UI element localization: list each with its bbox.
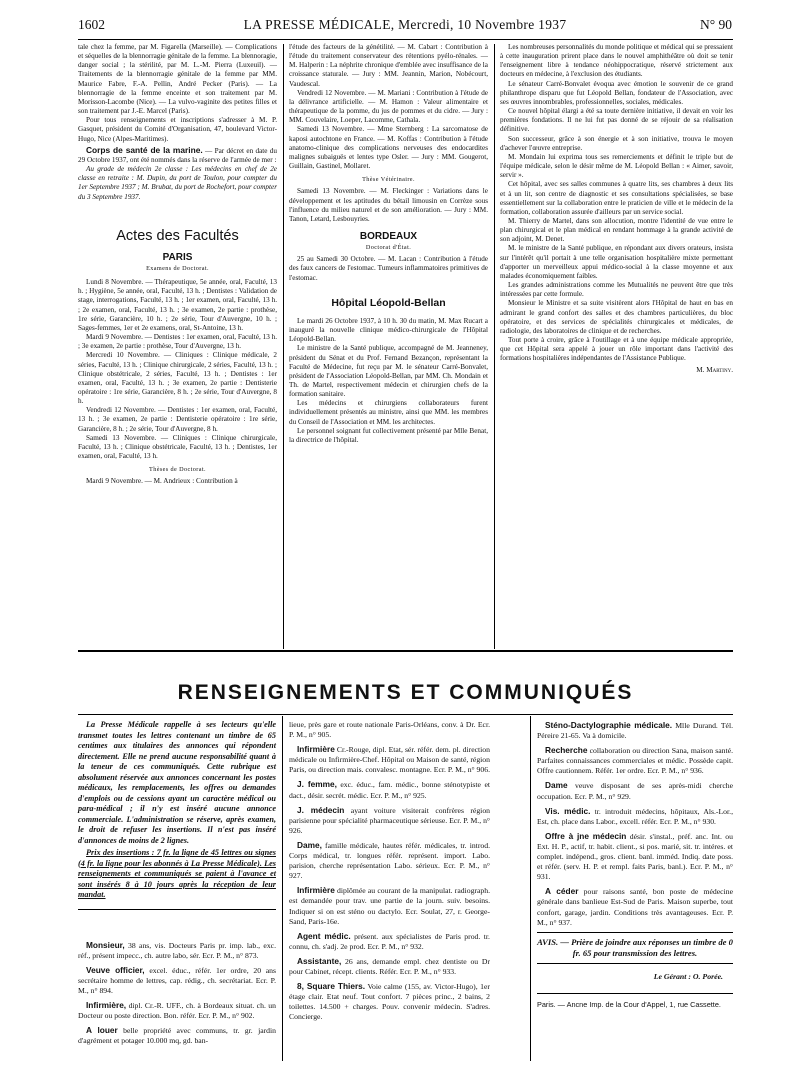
section-rule bbox=[78, 714, 733, 715]
notice-box bbox=[78, 720, 276, 901]
paragraph: M. Mondain lui exprima tous ses remerciements et définit le triple but de l'équipe médicale, selon le désir même de M. Léopold Bellan : « Aimer, savoir, servir ». bbox=[500, 152, 733, 180]
subheading-theses: Thèses de Doctorat. bbox=[149, 466, 206, 474]
column-divider bbox=[530, 716, 531, 1061]
imprint: Paris. — Ancne Imp. de la Cour d'Appel, 1, rue Cassette. bbox=[537, 999, 721, 1009]
avis-rule bbox=[537, 963, 733, 964]
ad-text: 38 ans, vis. Docteurs Paris pr. imp. lab., exc. réf., présent impecc., ch. autre labo, sér. Ecr. P. M., n° 873. bbox=[78, 940, 276, 960]
classified-ad bbox=[289, 744, 490, 775]
notice-paragraph: Prix des insertions : 7 fr. la ligne de 45 lettres ou signes (4 fr. la ligne pour les abonnés à La Presse Médicale). Les renseignements et communiqués se paient à l'avance et sont insérés 8 à 10 jours après la réception de leur mandat. bbox=[78, 848, 276, 899]
ad-keyword: Monsieur, bbox=[86, 939, 125, 950]
paragraph: Les médecins et chirurgiens collaborateurs furent individuellement présentés au ministre, ainsi que MM. les membres du Conseil de l'Association et MM. les architectes. bbox=[289, 399, 488, 426]
section-title-actes: Actes des Facultés bbox=[116, 227, 239, 244]
paragraph: Tout porte à croire, grâce à l'outillage et à une équipe médicale appropriée, que cet Hôpital sera appelé à jouer un rôle important dans l'activité des formations hospitalières indépendantes de l'Assistance Publique. bbox=[500, 336, 733, 363]
ads-list bbox=[78, 940, 276, 1047]
ads-column-3 bbox=[537, 720, 733, 1009]
paragraph: Vendredi 12 Novembre. — M. Mariani : Contribution à l'étude de la délivrance artificielle. — M. Hamon : Valeur alimentaire et thérapeutique de la pomme, du jus de pommes et du cidre. — Jury : MM. Couvelaire, Loeper, Lacomme, Cathala. bbox=[289, 88, 488, 125]
classified-ad bbox=[537, 886, 733, 927]
section-rule bbox=[78, 650, 733, 652]
paragraph: tale chez la femme, par M. Figarella (Marseille). — Complications et séquelles de la blennorragie génitale de la femme. La blennoragie, danger social ; la stérilité, par M. L.-M. Pierra (Luxeuil). — Traitements de la blennorragie génitale de la femme par MM. Maurice Fabre, F.-A. Pellin, André Pecker (Paris). — La blennorragie de la femme enceinte et son traitement par M. Morisson-Lacombe (Nice). — La vulvo-vaginite des petites filles et son traitement par J.-E. Marcel (Paris). bbox=[78, 43, 277, 116]
paragraph: Le sénateur Carré-Bonvalet évoqua avec émotion le souvenir de ce grand philanthrope disparu que fut Léopold Bellan, fondateur de l'Association, avec ses œuvres innombrables, professionnelles, sociales, médicales. bbox=[500, 79, 733, 106]
paragraph: Lundi 8 Novembre. — Thérapeutique, 5e année, oral, Faculté, 13 h. ; Hygiène, 5e année, oral, Faculté, 13 h. ; Dentistes : Validation de stage, interrogations, Faculté, 13 h. ; 1er examen, oral, Faculté, 13 h. ; 2e examen, oral, Faculté, 13 h. ; 3e examen, 2e partie : prothèse, 1re série, Garancière, 10 h. ; 2e série, Tour d'Auvergne, 10 h. ; Sages-femmes, 1er et 2e examens, oral, St-Antoine, 13 h. bbox=[78, 278, 277, 332]
paragraph: Monsieur le Ministre et sa suite visitèrent alors l'Hôpital de haut en bas en admirant le grand confort des salles et des chambres particulières, du bloc opératoire, et des services de spécialités chirurgicales et médicales, de radiologie, des laboratoires de clinique et de recherches. bbox=[500, 299, 733, 335]
column-divider bbox=[494, 44, 495, 649]
ad-text: collaboration ou direction Sana, maison santé. Parfaites connaissances commerciales et médic. Possède capit. Offre cautionnem. Référ. 1er ordre. Ecr. P. M., n° 936. bbox=[537, 746, 733, 776]
classified-ad bbox=[537, 745, 733, 776]
ad-text: pour raisons santé, bon poste de médecine générale dans banlieue Est-Sud de Paris. Maison superbe, tout confort, garage, jardin. Conditions très avantageuses. Ecr. P. M., n° 937. bbox=[537, 887, 733, 927]
column-divider bbox=[283, 44, 284, 649]
issue-number: N° 90 bbox=[699, 17, 732, 32]
header-rule bbox=[78, 39, 733, 40]
page-number: 1602 bbox=[78, 17, 105, 32]
ad-text: Cr.-Rouge, dipl. Etat, sér. référ. dem. pl. direction médicale ou Infirmière-Chef. Hôpital ou Maison de santé, région Paris, ou direction mais. convalesc. montagne. Ecr. P. M., n° 906. bbox=[289, 745, 490, 775]
paragraph: Cet hôpital, avec ses salles communes à quatre lits, ses chambres à deux lits et à un lit, son centre de diagnostic et ses consultations spécialisées, se base essentiellement sur la collaboration entre le praticien de ville et le médecin de la formation, collaboration assurée d'ailleurs par un service social. bbox=[500, 180, 733, 216]
ads-list bbox=[537, 720, 733, 928]
subsection-title-bordeaux: BORDEAUX bbox=[359, 230, 418, 242]
classified-ad bbox=[289, 805, 490, 836]
notice-paragraph: La Presse Médicale rappelle à ses lecteurs qu'elle transmet toutes les lettres contenant un timbre de 65 centimes aux titulaires des annonces qui répondent directement. Elle ne prend aucune responsabilité quant à la teneur de ces communiqués. Cette rubrique est absolument réservée aux annonces concernant les postes médicaux, les remplacements, les offres ou demandes d'emplois ou de cessions ayant un caractère médical ou para-médical ; il n'y est inséré aucune annonce commerciale. L'administration se réserve, après examen, le droit de refuser les insertions. Il n'est pas inséré d'annonces de moins de 2 lignes. bbox=[78, 720, 276, 845]
ad-keyword: Infirmière bbox=[297, 885, 335, 896]
ad-keyword: Offre à jne médecin bbox=[545, 830, 627, 841]
paragraph: Vendredi 12 Novembre. — Dentistes : 1er examen, oral, Faculté, 13 h. ; 3e examen, 2e partie : Dentisterie opératoire : 1re série, Garancière, 8 h. ; 2e série, Tour d'Auvergne, 8 h. bbox=[78, 406, 277, 433]
paragraph: Mardi 9 Novembre. — Dentistes : 1er examen, oral, Faculté, 13 h. ; 3e examen, 2e partie : prothèse, Tour d'Auvergne, 13 h. bbox=[78, 333, 277, 351]
ad-keyword: A louer bbox=[86, 1025, 118, 1036]
classified-ad bbox=[78, 965, 276, 996]
paragraph: Pour tous renseignements et inscriptions s'adresser à M. P. Gasquet, président du Comité d'Organisation, 47, boulevard Victor-Hugo, Nice (Alpes-Maritimes). bbox=[78, 116, 277, 143]
paragraph: Son successeur, grâce à son énergie et à son initiative, trouva le moyen d'achever l'œuvre entreprise. bbox=[500, 134, 733, 152]
paragraph: Le ministre de la Santé publique, accompagné de M. Jeanneney, président du Sénat et du Prof. Fernand Bezançon, représentant la Faculté de Médecine, fut reçu par M. le sénateur Carré-Bonvalet, président de l'Association Léopold-Bellan, par MM. Ch. Mondain et Th. de Martel, respectivement médecin et chirurgien chefs de la formation sanitaire. bbox=[289, 344, 488, 399]
ad-text: lieue, près gare et route nationale Paris-Orléans, conv. à Dr. Ecr. P. M., n° 905. bbox=[289, 720, 490, 740]
ad-keyword: Sténo-Dactylographie médicale. bbox=[545, 720, 673, 730]
ad-keyword: Infirmière, bbox=[86, 999, 127, 1010]
corps-title: Corps de santé de la marine. bbox=[86, 144, 203, 155]
classified-ad bbox=[537, 720, 733, 741]
ad-keyword: Vis. médic. bbox=[545, 805, 591, 816]
ad-text: désir. s'instal., préf. anc. Int. ou Ext. H. P., actif, tr. habit. client., si pos. marié, sit. tr. intéres. et complet. indépend., gros. client. banl. imméd. Indiq. date poss. et référ. (serv. H. P. et rempl. faits Paris, banl.). Ecr. P. M., n° 931. bbox=[537, 831, 733, 882]
subheading-examens: Examens de Doctorat. bbox=[146, 264, 209, 272]
classified-ad bbox=[289, 779, 490, 800]
paragraph: Les nombreuses personnalités du monde politique et médical qui se pressaient à cette inauguration prirent place dans le nouvel amphithéâtre où doit se tenir l'enseignement libre à tendance néohippocratique, réservé strictement aux docteurs en médecine, à l'exclusion des étudiants. bbox=[500, 43, 733, 79]
ad-text: Mlle Durand. Tél. Péreire 21-65. Va à domicile. bbox=[537, 721, 734, 741]
ad-text: exc. éduc., fam. médic., bonne sténotypiste et dact., désir. secrét. médic. Ecr. P. M., n° 925. bbox=[289, 780, 490, 800]
journal-title: LA PRESSE MÉDICALE, Mercredi, 10 Novembre 1937 bbox=[243, 17, 567, 32]
signature: M. Martiny. bbox=[696, 366, 733, 375]
classified-ad bbox=[289, 885, 490, 926]
imprint-rule bbox=[537, 993, 733, 994]
classified-ad bbox=[289, 981, 490, 1022]
ad-text: veuve disposant de ses après-midi cherche occupation. Ecr. P. M., n° 929. bbox=[537, 781, 733, 801]
classified-ad bbox=[78, 940, 276, 961]
ad-keyword: J. médecin bbox=[297, 804, 345, 815]
ad-keyword: Recherche bbox=[545, 745, 588, 756]
ad-keyword: Dame, bbox=[297, 839, 322, 850]
ad-text: présent. aux spécialistes de Paris prod. tr. connu, ch. s'adj. 2e prod. Ecr. P. M., n° 932. bbox=[289, 931, 490, 951]
paragraph: M. Thierry de Martel, dans son allocution, montre l'identité de vue entre le plan chirurgical et le plan médical en rendant hommage à la grande activité de son adjoint, M. Denet. bbox=[500, 216, 733, 244]
ad-keyword: Dame bbox=[545, 780, 568, 791]
ad-keyword: Veuve officier, bbox=[86, 964, 145, 975]
subsection-title-paris: PARIS bbox=[162, 251, 193, 263]
classified-ad bbox=[537, 780, 733, 801]
classified-ad bbox=[537, 806, 733, 827]
ad-text: famille médicale, hautes référ. médicales, tr. introd. Corps médical, tr. longues référ. représent. import. Labo. parision, cherche représentation Labo. sérieux. Ecr. P. M., n° 927. bbox=[289, 840, 490, 881]
gerant-line: Le Gérant : O. Porée. bbox=[653, 971, 723, 981]
ad-keyword: A céder bbox=[545, 886, 579, 897]
ads-column-1 bbox=[78, 720, 276, 1050]
renseignements-title: RENSEIGNEMENTS ET COMMUNIQUÉS bbox=[177, 681, 634, 704]
notice-rule bbox=[78, 909, 276, 910]
paragraph: 25 au Samedi 30 Octobre. — M. Lacan : Contribution à l'étude des faux cancers de l'estomac. Tumeurs inflammatoires primitives de l'estomac. bbox=[289, 255, 488, 282]
ad-text: 26 ans, demande empl. chez dentiste ou Dr pour Cabinet, récept. clients. Référ. Ecr. P. M., n° 933. bbox=[289, 956, 490, 976]
paragraph: Mardi 9 Novembre. — M. Andrieux : Contribution à bbox=[86, 477, 238, 486]
classified-ad bbox=[78, 1025, 276, 1046]
subheading-these-vet: Thèse Vétérinaire. bbox=[362, 176, 415, 184]
ad-keyword: J. femme, bbox=[297, 779, 337, 790]
column-divider bbox=[282, 716, 283, 1061]
page-header bbox=[78, 17, 732, 39]
section-title-hopital: Hôpital Léopold-Bellan bbox=[331, 296, 446, 309]
ad-keyword: 8, Square Thiers. bbox=[297, 981, 366, 992]
ads-column-2 bbox=[289, 720, 490, 1026]
column-2 bbox=[289, 43, 488, 445]
ad-text: excel. éduc., référ. 1er ordre, 20 ans secrétaire homme de lettres, cap. rédig., ch. secrétariat. Ecr. P. M., n° 894. bbox=[78, 965, 276, 995]
paragraph: M. le ministre de la Santé publique, en répondant aux divers orateurs, insista sur l'intérêt qu'il portait à une telle organisation hospitalière mixte permettant d'apporter un merveilleux appui médico-social à la classe moyenne et aux malades économiquement faibles. bbox=[500, 244, 733, 280]
paragraph: Mercredi 10 Novembre. — Cliniques : Clinique médicale, 2 séries, Faculté, 13 h. ; Clinique chirurgicale, 2 séries, Faculté, 13 h. ; Clinique obstétricale, 2 séries, Faculté, 13 h. ; Dentistes : 1er examen, oral, Faculté, 13 h. ; 3e examen, 2e partie : Dentisterie opératoire : 1re série, Garancière, 8 h. ; 2e série, Tour d'Auvergne, 8 h. bbox=[78, 351, 277, 406]
classified-ad bbox=[289, 931, 490, 952]
classified-ad bbox=[289, 720, 490, 740]
avis-notice: AVIS. — Prière de joindre aux réponses un timbre de 0 fr. 65 pour transmission des lettres. bbox=[537, 936, 733, 958]
classified-ad bbox=[537, 831, 733, 882]
ad-text: Voie calme (155, av. Victor-Hugo), 1er étage clair. Etat neuf. Tout confort. 7 pièces princ., 2 bains, 2 toilettes. 14.500 + charges. Pouv. convenir médecin. S'adres. Concierge. bbox=[289, 982, 490, 1022]
classified-ad bbox=[78, 1000, 276, 1021]
column-1 bbox=[78, 43, 277, 487]
paragraph: Samedi 13 Novembre. — Mme Sternberg : La sarcomatose de kaposi autochtone en France. — M. Koffas : Contribution à l'étude anatomo-clinique des complications nerveuses des endocardites malignes subaiguës et lentes type Osler. — Jury : MM. Gougerot, Guillain, Gastinel, Mollaret. bbox=[289, 125, 488, 171]
ad-text: dipl. Cr.-R. UFF., ch. à Bordeaux situat. ch. un Docteur ou poste direction. Bon. référ. Ecr. P. M., n° 902. bbox=[78, 1000, 276, 1021]
classified-ad bbox=[289, 956, 490, 977]
paragraph: Le personnel soignant fut collectivement présenté par Mlle Benat, la directrice de l'hôpital. bbox=[289, 426, 488, 444]
ad-text: tr. introduit médecins, hôpitaux, Als.-Lor., Est, ch. place dans Labor., excell. référ. Ecr. P. M., n° 930. bbox=[537, 806, 734, 826]
paragraph: Le mardi 26 Octobre 1937, à 10 h. 30 du matin, M. Max Rucart a inauguré la nouvelle clinique médico-chirurgicale de l'Hôpital Léopold-Bellan. bbox=[289, 316, 488, 344]
paragraph: Ce nouvel hôpital élargi a été sa toute dernière initiative, il devait en voir les premières fondations. Il ne lui fut pas donné de se réjouir de sa réalisation définitive. bbox=[500, 107, 733, 134]
ad-keyword: Infirmière bbox=[297, 744, 335, 755]
paragraph: Samedi 13 Novembre. — M. Fleckinger : Variations dans le développement et les aptitudes du bétail limousin en Corrèze sous l'influence du milieu naturel et de son amélioration. — Jury : MM. Tanon, Letard, Lesbouyries. bbox=[289, 187, 488, 223]
ad-text: ayant voiture visiterait confrères région parisienne pour spécialité pharmaceutique sérieuse. Ecr. P. M., n° 926. bbox=[289, 805, 491, 835]
column-3 bbox=[500, 43, 733, 376]
ad-keyword: Assistante, bbox=[297, 955, 342, 966]
paragraph: l'étude des facteurs de la génétilité. — M. Cabart : Contribution à l'étude du traitement conservateur des rétentions pyélo-rénales. — M. Halperin : La néphrite chronique d'emblée avec insuffisance de la croissance staturale. — Jury : MM. Jeannin, Marion, Nobécourt, Vaudescal. bbox=[289, 43, 488, 88]
ad-keyword: Agent médic. bbox=[297, 930, 351, 941]
paragraph: Au grade de médecin 2e classe : Les médecins en chef de 2e classe en retraite : M. Dupin, du port de Toulon, pour compter du 1er Septembre 1937 ; M. Brubat, du port de Rochefort, pour compter du 3 Septembre 1937. bbox=[78, 165, 277, 201]
paragraph: Samedi 13 Novembre. — Cliniques : Clinique chirurgicale, Faculté, 13 h. ; Clinique obstétricale, Faculté, 13 h. ; Dentistes, 1er examen, oral, Faculté, 13 h. bbox=[78, 433, 277, 461]
classified-ad bbox=[289, 840, 490, 881]
corps-paragraph bbox=[78, 146, 277, 165]
ad-text: diplômée au courant de la manipulat. radiograph. est demandée pour trav. une partie de la journ. suiv. besoins. Indiquer si on est sténo ou dactylo. Ecr. Soulat, 27, r. George-Sand, Paris-16e. bbox=[289, 886, 490, 926]
avis-rule bbox=[537, 932, 733, 933]
subheading-doctorat-etat: Doctorat d'État. bbox=[365, 244, 412, 252]
ad-text: belle propriété avec communs, tr. gr. jardin d'agrément et potager 10.000 mq, gd. ban- bbox=[78, 1026, 276, 1046]
corps-text: — Par décret en date du 29 Octobre 1937, ont été nommés dans la réserve de l'armée de mer : bbox=[78, 146, 277, 164]
paragraph: Les grandes administrations comme les Mutualités ne peuvent être que très intéressées par cette formule. bbox=[500, 281, 733, 299]
